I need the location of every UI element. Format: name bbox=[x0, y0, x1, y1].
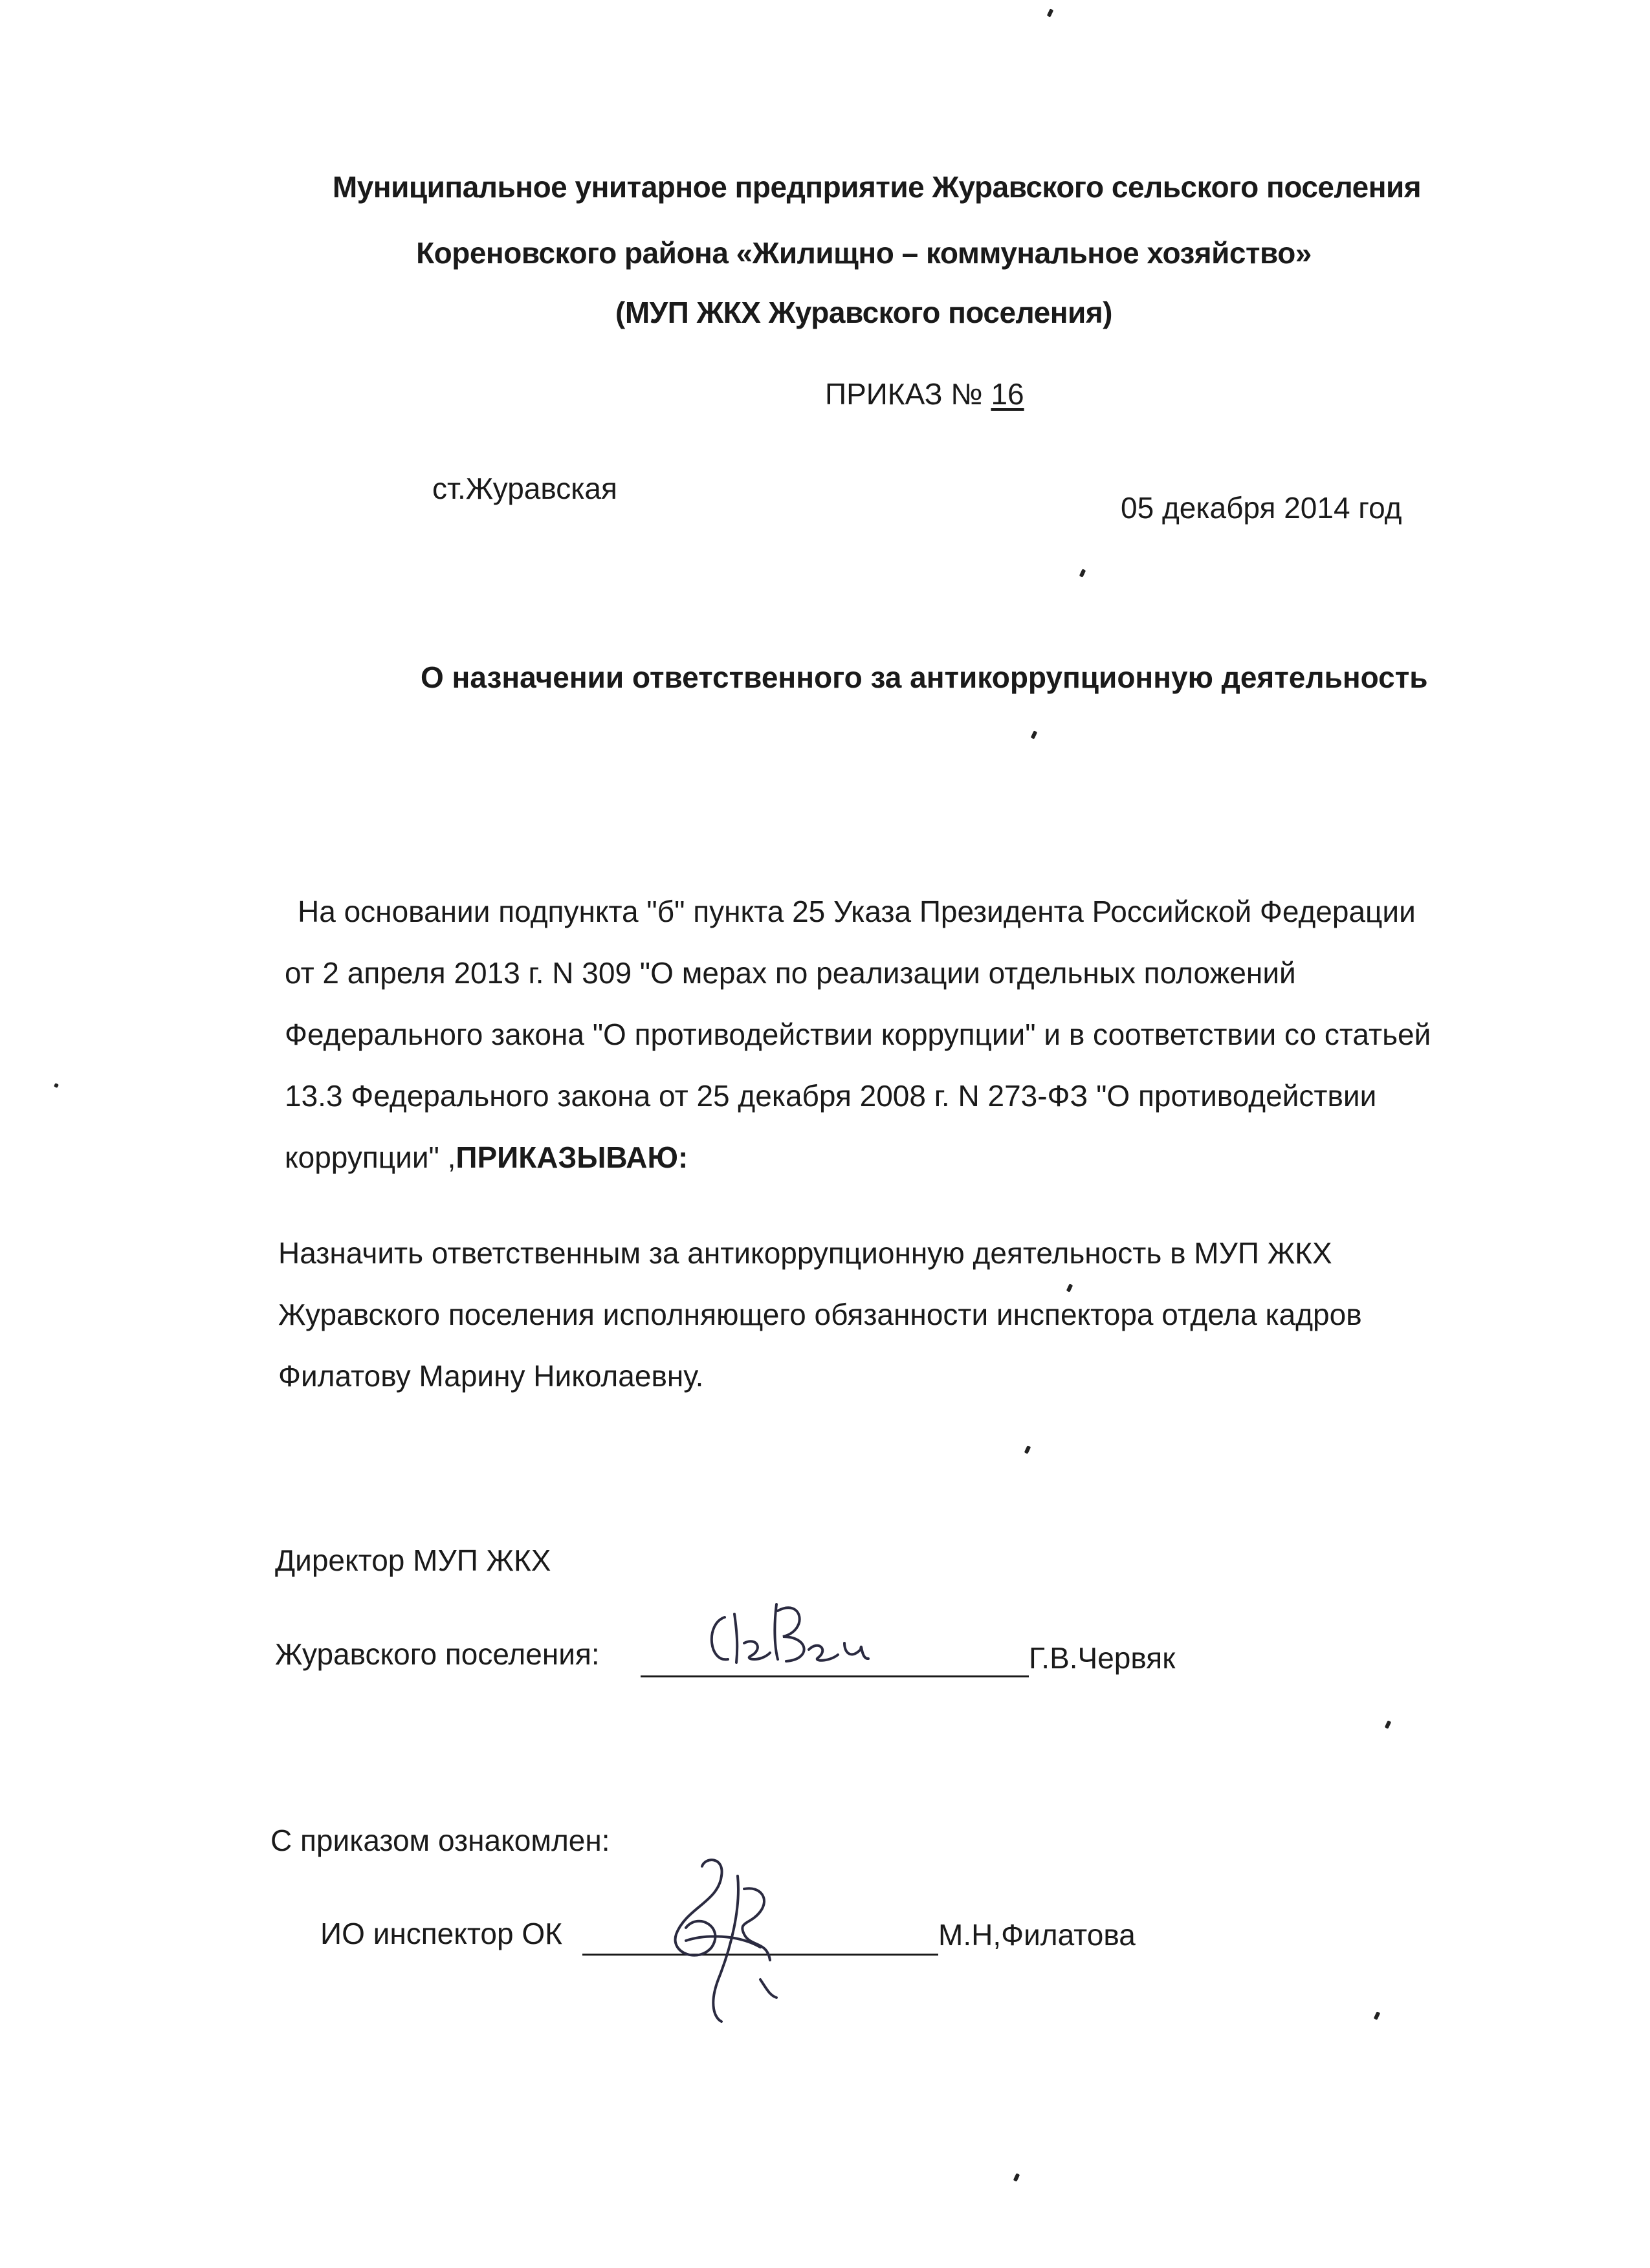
scan-speck bbox=[1385, 1720, 1392, 1728]
basis-line: На основании подпункта "б" пункта 25 Указа Президента Российской Федерации bbox=[298, 895, 1416, 928]
order-heading bbox=[825, 376, 1024, 411]
director-signature bbox=[699, 1578, 906, 1682]
scan-speck bbox=[1031, 730, 1038, 739]
scan-speck bbox=[1374, 2011, 1381, 2020]
scan-speck bbox=[1079, 569, 1086, 577]
appoint-line: Журавского поселения исполняющего обязанности инспектора отдела кадров bbox=[278, 1298, 1362, 1331]
order-subject: О назначении ответственного за антикоррупционную деятельность bbox=[421, 660, 1428, 694]
org-short-name: (МУП ЖКХ Журавского поселения) bbox=[615, 296, 1112, 329]
org-name-line-1: Муниципальное унитарное предприятие Журавского сельского поселения bbox=[332, 170, 1422, 204]
scan-speck bbox=[1024, 1445, 1031, 1454]
scan-speck bbox=[54, 1083, 59, 1088]
basis-line: от 2 апреля 2013 г. N 309 "О мерах по реализации отдельных положений bbox=[285, 956, 1296, 990]
scan-speck bbox=[1047, 8, 1054, 17]
inspector-name: М.Н,Филатова bbox=[938, 1918, 1136, 1952]
org-name-line-2: Кореновского района «Жилищно – коммунальное хозяйство» bbox=[416, 236, 1312, 270]
order-date: 05 декабря 2014 год bbox=[1121, 491, 1402, 525]
appoint-line: Филатову Марину Николаевну. bbox=[278, 1359, 704, 1393]
inspector-role: ИО инспектор ОК bbox=[320, 1917, 562, 1950]
appoint-line: Назначить ответственным за антикоррупционную деятельность в МУП ЖКХ bbox=[278, 1236, 1332, 1270]
order-number: 16 bbox=[991, 377, 1024, 411]
basis-line-last bbox=[285, 1127, 1546, 1188]
basis-line: коррупции" , bbox=[285, 1140, 456, 1174]
basis-line: Федерального закона "О противодействии коррупции" и в соответствии со статьей bbox=[285, 1018, 1431, 1051]
appoint-paragraph bbox=[278, 1223, 1540, 1407]
order-place: ст.Журавская bbox=[432, 472, 617, 505]
order-word: ПРИКАЗЫВАЮ: bbox=[456, 1140, 688, 1174]
basis-line: 13.3 Федерального закона от 25 декабря 2008 г. N 273-ФЗ "О противодействии bbox=[285, 1079, 1377, 1113]
acknowledged-label: С приказом ознакомлен: bbox=[270, 1824, 610, 1857]
inspector-signature bbox=[647, 1850, 815, 2044]
director-name: Г.В.Червяк bbox=[1029, 1641, 1176, 1675]
scan-speck bbox=[1013, 2173, 1020, 2181]
director-title-line-2: Журавского поселения: bbox=[275, 1637, 600, 1671]
director-title-line-1: Директор МУП ЖКХ bbox=[275, 1543, 551, 1577]
order-title: ПРИКАЗ № bbox=[825, 377, 983, 411]
basis-paragraph bbox=[285, 881, 1546, 1188]
